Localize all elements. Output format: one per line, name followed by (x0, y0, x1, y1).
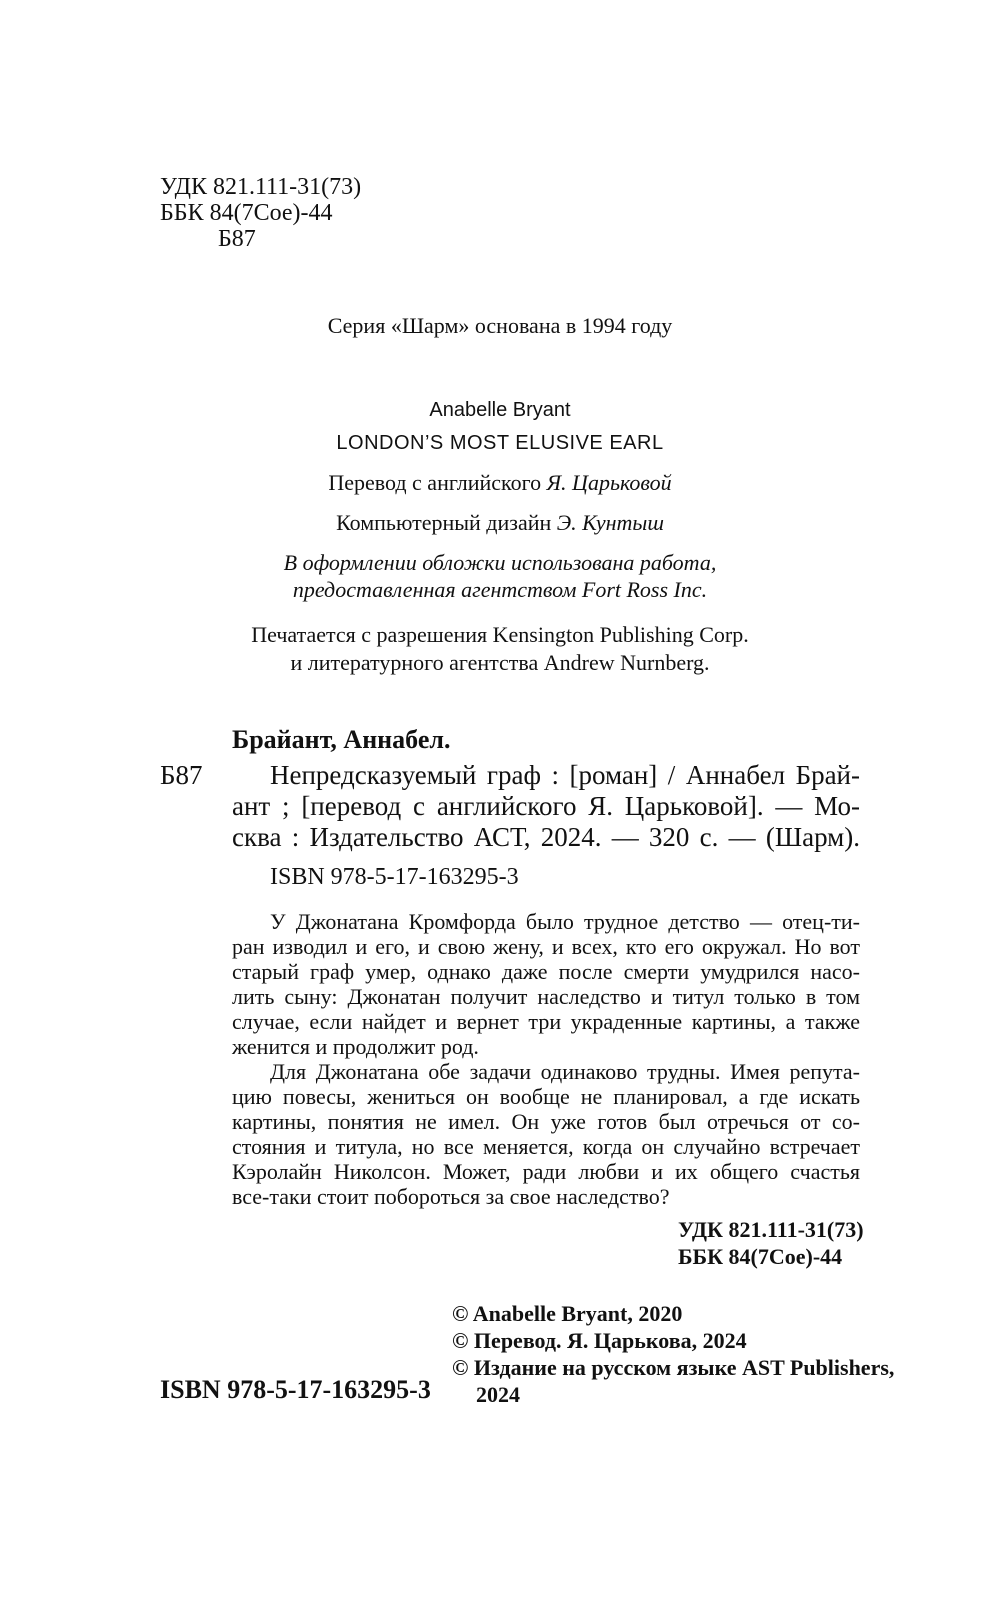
copyright-edition-year: 2024 (476, 1382, 520, 1407)
bbk-code: ББК 84(7Сое)-44 (160, 200, 333, 226)
cover-note-line-1: В оформлении обложки использована работа, (283, 550, 717, 575)
copyright-author: © Anabelle Bryant, 2020 (452, 1301, 683, 1326)
annotation-line: лить сыну: Джонатан получит наследство и титул только в том (232, 984, 860, 1009)
catalog-entry-line: ант ; [перевод с английского Я. Царьковой]. — Мо- (232, 791, 860, 821)
designer-name: Э. Кунтыш (556, 510, 664, 535)
translator-name: Я. Царьковой (546, 470, 672, 495)
annotation-line: старый граф умер, однако даже после смерти умудрился насо- (232, 959, 860, 984)
annotation-line: стояния и титула, но все меняется, когда он случайно встречает (232, 1134, 860, 1159)
catalog-isbn: ISBN 978-5-17-163295-3 (270, 864, 519, 890)
catalog-entry (270, 760, 860, 791)
copyright-edition: © Издание на русском языке AST Publishers, (452, 1355, 895, 1380)
permission-line-1: Печатается с разрешения Kensington Publishing Corp. (251, 622, 749, 647)
annotation-line: У Джонатана Кромфорда было трудное детство — отец-ти- (270, 909, 860, 934)
permission-line-2: и литературного агентства Andrew Nurnberg. (290, 650, 710, 675)
isbn: ISBN 978-5-17-163295-3 (160, 1375, 431, 1404)
catalog-entry-line: Непредсказуемый граф : [роман] / Аннабел Брай- (270, 760, 860, 790)
author-mark: Б87 (218, 226, 256, 252)
catalog-code: Б87 (160, 760, 203, 790)
bottom-udk-code: УДК 821.111-31(73) (678, 1217, 864, 1242)
design-credit (0, 510, 1000, 536)
annotation-line: все-таки стоит побороться за свое наследство? (232, 1184, 670, 1209)
translation-credit (0, 470, 1000, 496)
annotation-paragraph-2 (232, 1059, 860, 1209)
annotation-line: цию повесы, жениться он вообще не планировал, а где искать (232, 1084, 860, 1109)
annotation-line: Кэролайн Николсон. Может, ради любви и их общего счастья (232, 1159, 860, 1184)
copyright-translation: © Перевод. Я. Царькова, 2024 (452, 1328, 747, 1353)
annotation-paragraph-1 (232, 909, 860, 1059)
annotation-line: картины, понятия не имел. Он уже готов был отречься от со- (232, 1109, 860, 1134)
bottom-bbk-code: ББК 84(7Сое)-44 (678, 1244, 843, 1269)
original-title: LONDON’S MOST ELUSIVE EARL (336, 432, 664, 454)
catalog-heading: Брайант, Аннабел. (232, 725, 451, 754)
catalog-entry-line: сква : Издательство АСТ, 2024. — 320 с. — (Шарм). (232, 822, 860, 852)
cover-note-line-2: предоставленная агентством Fort Ross Inc. (292, 577, 708, 602)
original-author: Anabelle Bryant (429, 399, 571, 421)
catalog-entry-continued (232, 791, 860, 853)
series-note: Серия «Шарм» основана в 1994 году (327, 313, 673, 338)
annotation-line: Для Джонатана обе задачи одинаково трудны. Имея репута- (270, 1059, 860, 1084)
design-label: Компьютерный дизайн (336, 510, 552, 535)
translation-label: Перевод с английского (328, 470, 542, 495)
annotation-line: женится и продолжит род. (232, 1034, 479, 1059)
annotation-line: случае, если найдет и вернет три украденные картины, а также (232, 1009, 860, 1034)
annotation-line: ран изводил и его, и свою жену, и всех, кто его окружал. Но вот (232, 934, 860, 959)
udk-code: УДК 821.111-31(73) (160, 174, 362, 200)
